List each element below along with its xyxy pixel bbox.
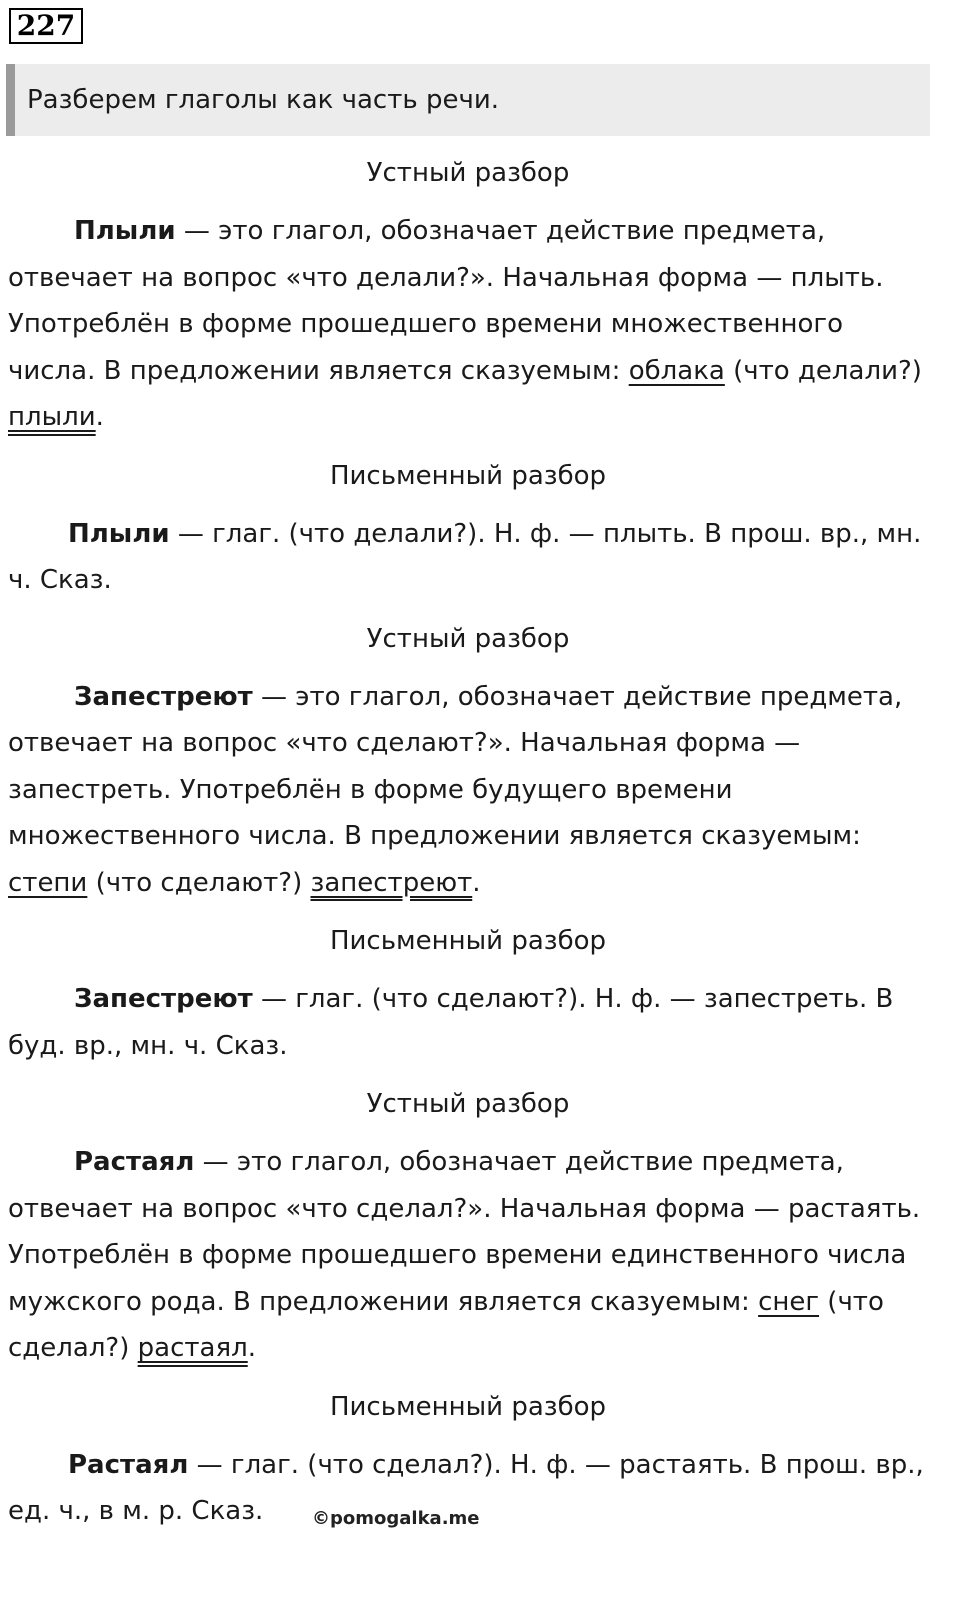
predicate-word: запестреют	[310, 867, 473, 898]
written-heading: Письменный разбор	[329, 926, 607, 956]
predicate-word: плыли	[8, 402, 96, 432]
analyzed-word: Плыли	[74, 216, 176, 246]
subject-word: облака	[628, 355, 725, 386]
watermark: ©pomogalka.me	[312, 1508, 480, 1529]
oral-analysis	[8, 674, 928, 907]
analysis-text: — это глагол, обозначает действие предмета, отвечает на вопрос «что сделал?». Начальная форма — растаять. Употреблён в форме прошедшего времени единственного числа мужского рода. В предложении является сказуемым:	[8, 1147, 921, 1317]
period: .	[247, 1333, 256, 1363]
oral-analysis	[8, 1139, 928, 1372]
subject-word: снег	[758, 1286, 820, 1317]
period: .	[95, 402, 104, 432]
oral-heading: Устный разбор	[366, 623, 570, 654]
analysis-text: — это глагол, обозначает действие предмета, отвечает на вопрос «что делали?». Начальная форма — плыть. Употреблён в форме прошедшего времени множественного числа. В предложении является сказуемым:	[8, 216, 884, 386]
analyzed-word: Растаял	[68, 1449, 189, 1480]
instruction-note: Разберем глаголы как часть речи.	[6, 64, 930, 136]
analysis-text: — глаг. (что сделал?). Н. ф. — растаять. В прош. вр., ед. ч., в м. р. Сказ.	[8, 1449, 924, 1526]
subject-word: степи	[8, 867, 88, 898]
written-analysis	[8, 511, 928, 604]
analysis-content	[8, 150, 928, 1547]
oral-analysis	[8, 208, 928, 441]
oral-heading: Устный разбор	[366, 158, 570, 188]
oral-heading: Устный разбор	[366, 1089, 570, 1119]
period: .	[472, 867, 481, 898]
question-text: (что сделают?)	[87, 867, 311, 898]
analyzed-word: Растаял	[74, 1147, 195, 1177]
analyzed-word: Запестреют	[74, 681, 253, 712]
analysis-text: — глаг. (что сделают?). Н. ф. — запестреть. В буд. вр., мн. ч. Сказ.	[8, 984, 894, 1061]
question-text: (что делали?)	[724, 355, 922, 386]
question-text: (что сделал?)	[8, 1286, 884, 1363]
exercise-number: 227	[9, 8, 83, 44]
written-heading: Письменный разбор	[329, 1391, 607, 1422]
analysis-text: — глаг. (что делали?). Н. ф. — плыть. В прош. вр., мн. ч. Сказ.	[8, 518, 922, 595]
written-analysis	[8, 976, 928, 1069]
written-heading: Письменный разбор	[329, 460, 607, 491]
analyzed-word: Плыли	[68, 518, 170, 549]
predicate-word: растаял	[137, 1333, 248, 1363]
analyzed-word: Запестреют	[74, 984, 253, 1014]
analysis-text: — это глагол, обозначает действие предмета, отвечает на вопрос «что сделают?». Начальная форма — запестреть. Употреблён в форме будущего времени множественного числа. В предложении является сказуемым:	[8, 681, 903, 851]
